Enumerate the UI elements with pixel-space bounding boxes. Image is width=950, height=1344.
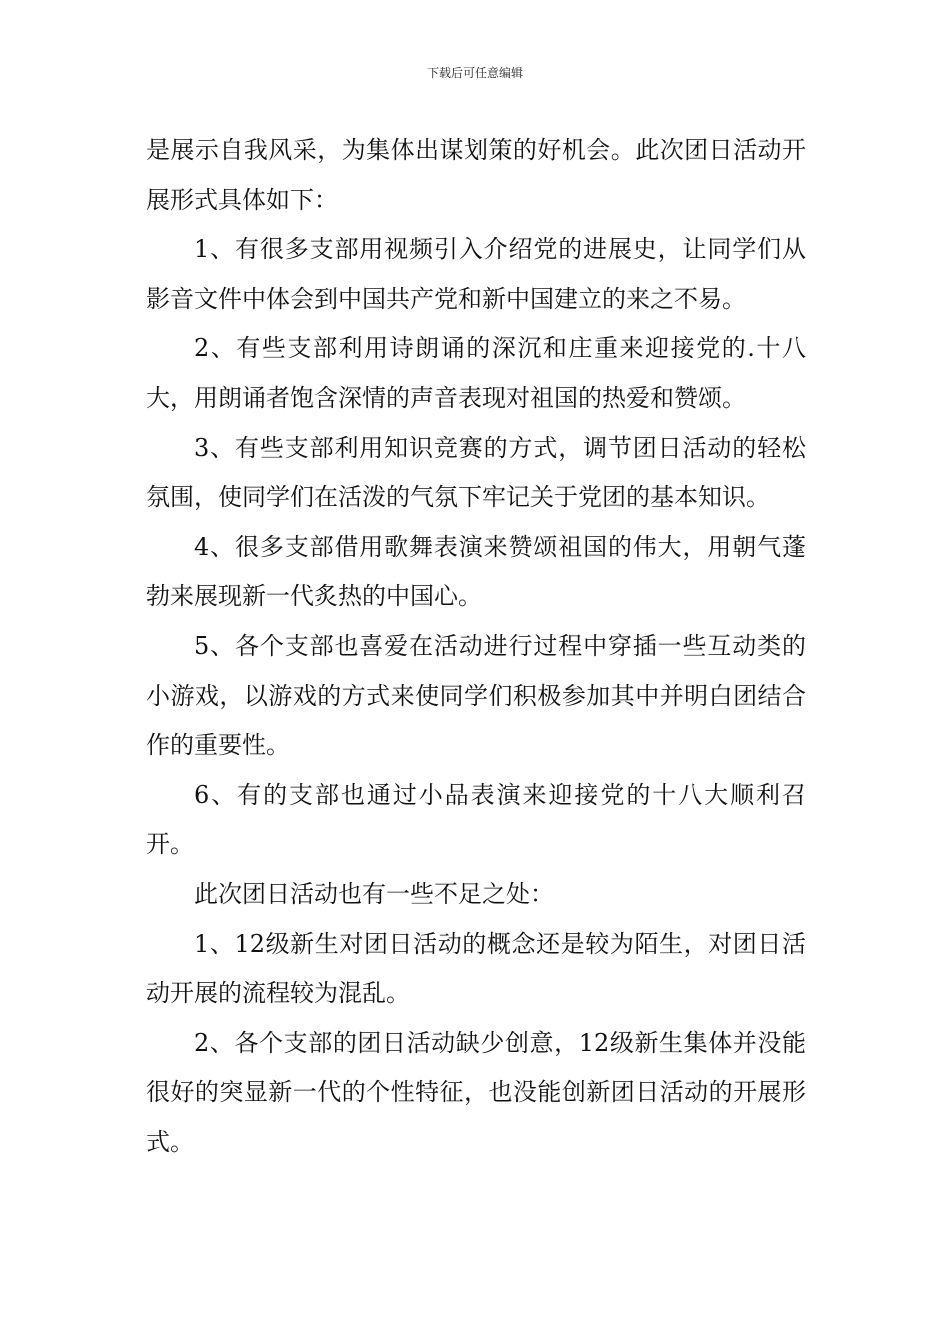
- paragraph-intro: 是展示自我风采，为集体出谋划策的好机会。此次团日活动开展形式具体如下：: [146, 136, 806, 214]
- paragraph-shortcomings-heading: 此次团日活动也有一些不足之处：: [194, 879, 554, 908]
- paragraph-item-1: 1、有很多支部用视频引入介绍党的进展史，让同学们从影音文件中体会到中国共产党和新中国建立的来之不易。: [146, 235, 806, 313]
- document-body: [146, 126, 806, 1167]
- paragraph-item-3: 3、有些支部利用知识竞赛的方式，调节团日活动的轻松氛围，使同学们在活泼的气氛下牢记关于党团的基本知识。: [146, 433, 806, 512]
- paragraph-item-6: 6、有的支部也通过小品表演来迎接党的十八大顺利召开。: [146, 780, 806, 859]
- paragraph-item-2: 2、有些支部利用诗朗诵的深沉和庄重来迎接党的.十八大，用朗诵者饱含深情的声音表现对祖国的热爱和赞颂。: [146, 334, 806, 412]
- paragraph-shortcoming-2: 2、各个支部的团日活动缺少创意，12级新生集体并没能很好的突显新一代的个性特征，也没能创新团日活动的开展形式。: [146, 1028, 806, 1156]
- paragraph-shortcoming-1: 1、12级新生对团日活动的概念还是较为陌生，对团日活动开展的流程较为混乱。: [146, 929, 806, 1008]
- paragraph-item-5: 5、各个支部也喜爱在活动进行过程中穿插一些互动类的小游戏，以游戏的方式来使同学们积极参加其中并明白团结合作的重要性。: [146, 631, 806, 760]
- paragraph-item-4: 4、很多支部借用歌舞表演来赞颂祖国的伟大，用朝气蓬勃来展现新一代炙热的中国心。: [146, 532, 806, 611]
- header-note: 下载后可任意编辑: [426, 66, 523, 80]
